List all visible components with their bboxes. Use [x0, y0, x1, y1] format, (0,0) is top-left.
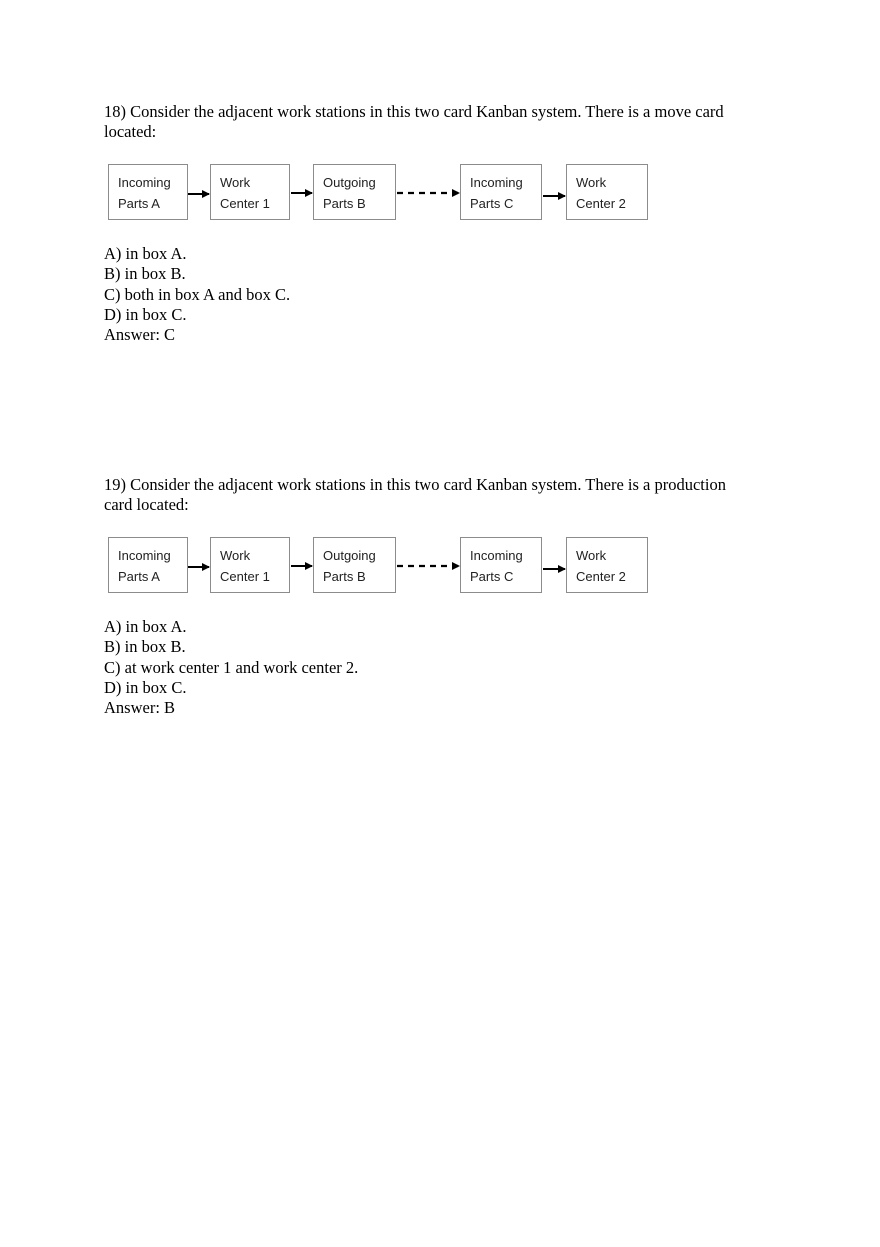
option-c: C) at work center 1 and work center 2.	[104, 657, 359, 677]
box-label-line-2: Center 1	[220, 569, 270, 584]
box-label-line-1: Work	[220, 548, 251, 563]
kanban-diagram	[106, 537, 666, 597]
box-work-center-1	[210, 537, 290, 593]
box-incoming-parts-a	[108, 537, 188, 593]
option-a: A) in box A.	[104, 244, 187, 263]
question-stem-line-1: 19) Consider the adjacent work stations in this two card Kanban system. There is a production	[104, 475, 726, 494]
question-stem-line-2: card located:	[104, 495, 189, 514]
answer-options	[104, 244, 774, 345]
box-label-line-1: Work	[576, 175, 607, 190]
question-18	[104, 102, 774, 345]
box-label-line-2: Center 1	[220, 196, 270, 211]
box-label-line-1: Incoming	[118, 548, 171, 563]
box-label-line-2: Parts B	[323, 196, 366, 211]
box-label-line-1: Incoming	[118, 175, 171, 190]
box-label-line-2: Center 2	[576, 569, 626, 584]
box-outgoing-parts-b	[313, 164, 396, 220]
box-label-line-2: Parts C	[470, 569, 514, 584]
answer-line: Answer: C	[104, 325, 176, 345]
box-label-line-2: Center 2	[576, 196, 626, 211]
box-label-line-2: Parts A	[118, 569, 160, 584]
kanban-diagram	[106, 164, 666, 224]
box-label-line-1: Incoming	[470, 548, 523, 563]
option-b: B) in box B.	[104, 264, 186, 284]
option-d: D) in box C.	[104, 677, 187, 697]
box-label-line-1: Work	[220, 175, 251, 190]
box-label-line-1: Outgoing	[323, 548, 376, 563]
question-stem	[104, 475, 774, 515]
box-label-line-2: Parts C	[470, 196, 514, 211]
box-incoming-parts-a	[108, 164, 188, 220]
box-label-line-2: Parts A	[118, 196, 160, 211]
question-19	[104, 475, 774, 718]
option-c: C) both in box A and box C.	[104, 284, 291, 304]
option-a: A) in box A.	[104, 617, 187, 636]
box-label-line-1: Outgoing	[323, 175, 376, 190]
question-stem	[104, 102, 774, 142]
answer-line: Answer: B	[104, 698, 176, 718]
box-work-center-2	[566, 164, 648, 220]
box-work-center-1	[210, 164, 290, 220]
box-incoming-parts-c	[460, 537, 542, 593]
box-incoming-parts-c	[460, 164, 542, 220]
option-d: D) in box C.	[104, 304, 187, 324]
box-label-line-2: Parts B	[323, 569, 366, 584]
box-work-center-2	[566, 537, 648, 593]
answer-options	[104, 617, 774, 718]
question-stem-line-2: located:	[104, 122, 157, 141]
option-b: B) in box B.	[104, 637, 186, 657]
question-stem-line-1: 18) Consider the adjacent work stations in this two card Kanban system. There is a move card	[104, 102, 724, 121]
box-label-line-1: Work	[576, 548, 607, 563]
box-outgoing-parts-b	[313, 537, 396, 593]
box-label-line-1: Incoming	[470, 175, 523, 190]
